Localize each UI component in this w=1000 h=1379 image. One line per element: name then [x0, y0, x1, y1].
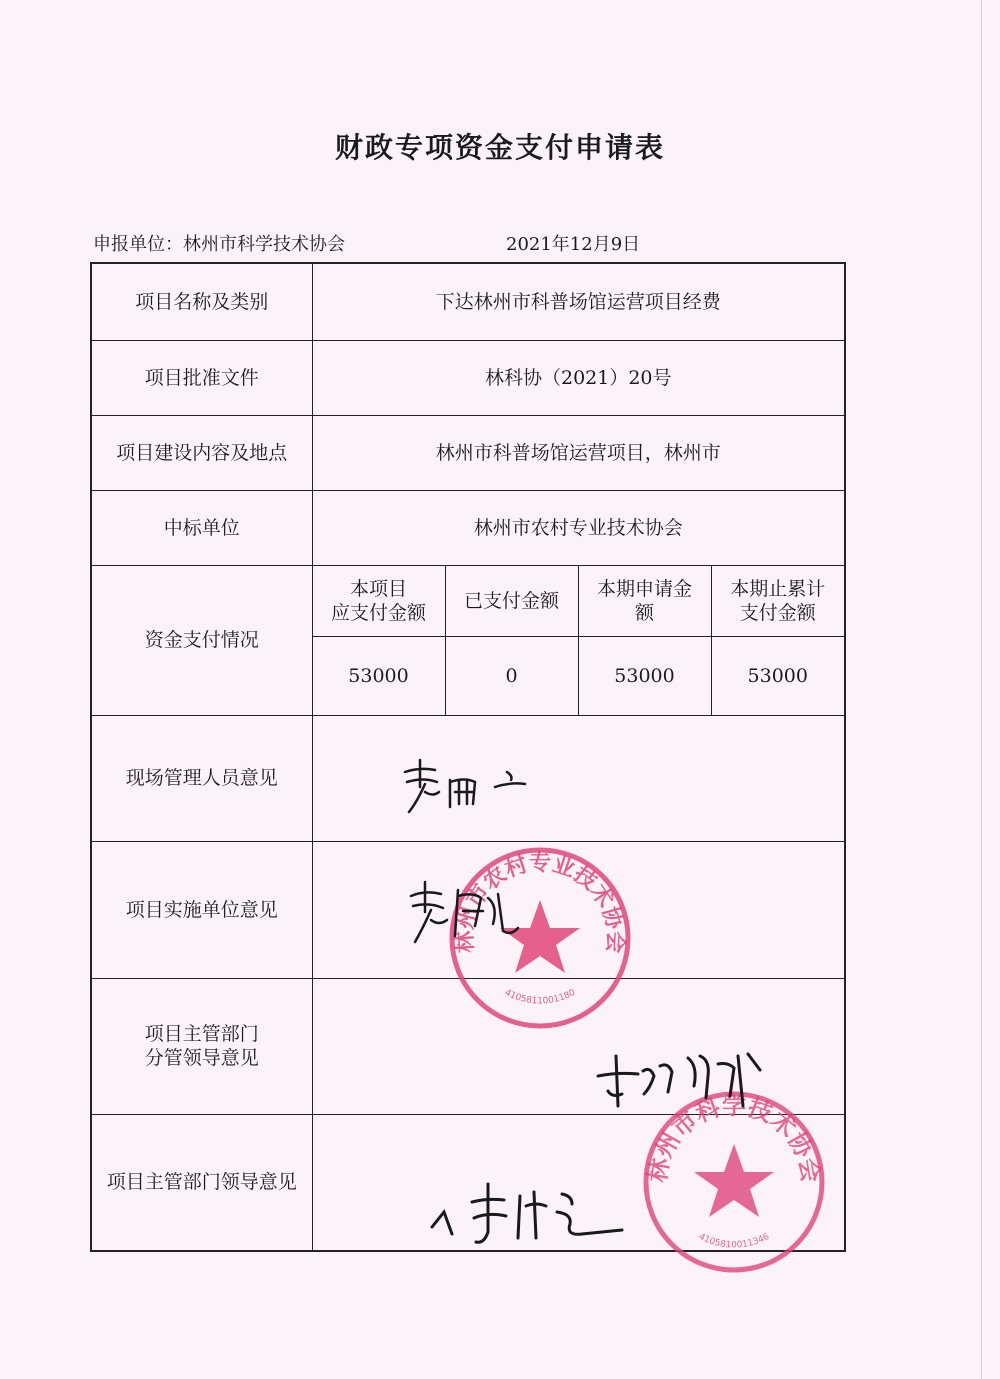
col-payable-header-line1: 本项目: [349, 577, 407, 600]
payable-amount: 53000: [312, 636, 445, 715]
payment-application-table: [90, 262, 846, 1252]
site-manager-opinion: [312, 715, 845, 841]
content-location-label: 项目建设内容及地点: [91, 415, 312, 490]
row-dept-leader: [91, 1114, 845, 1251]
scan-edge-line: [981, 0, 982, 1379]
row-supervisor-leader: [91, 978, 845, 1114]
approval-doc-label: 项目批准文件: [91, 340, 312, 415]
col-requested-header: [578, 565, 711, 636]
supervisor-leader-opinion: [312, 978, 845, 1114]
col-cumulative-header-line1: 本期止累计: [730, 577, 826, 600]
applicant-value: 林州市科学技术协会: [183, 234, 345, 255]
dept-leader-label: 项目主管部门领导意见: [91, 1114, 312, 1251]
implementing-unit-opinion: [312, 841, 845, 978]
cumulative-amount: 53000: [711, 636, 845, 715]
applicant-unit: [93, 230, 345, 256]
stamp2-number: 4105810011346: [696, 1231, 772, 1251]
dept-leader-opinion: [312, 1114, 845, 1251]
form-title: 财政专项资金支付申请表: [334, 131, 665, 164]
row-project-name: [91, 263, 845, 340]
row-approval-doc: [91, 340, 845, 415]
col-cumulative-header: [711, 565, 845, 636]
col-payable-header-line2: 应支付金额: [330, 601, 426, 624]
project-name-label: 项目名称及类别: [91, 263, 312, 340]
row-site-manager: [91, 715, 845, 841]
stamp1-number: 4105811001180: [502, 987, 578, 1007]
supervisor-leader-label-line1: 项目主管部门: [144, 1023, 259, 1045]
col-cumulative-header-line2: 支付金额: [739, 601, 816, 624]
supervisor-leader-label: [91, 978, 312, 1114]
row-implementing-unit: [91, 841, 845, 978]
requested-amount: 53000: [578, 636, 711, 715]
col-requested-header-line2: 额: [634, 601, 654, 624]
row-winning-unit: [91, 490, 845, 565]
funds-label: 资金支付情况: [91, 565, 312, 715]
winning-unit-label: 中标单位: [91, 490, 312, 565]
implementing-unit-label: 项目实施单位意见: [91, 841, 312, 978]
stamp1-text: 林州市农村专业技术协会: [452, 851, 628, 954]
project-name-value: 下达林州市科普场馆运营项目经费: [312, 263, 845, 340]
stamp2-text: 林州市科学技术协会: [643, 1092, 825, 1185]
approval-doc-value: 林科协（2021）20号: [312, 340, 845, 415]
row-content-location: [91, 415, 845, 490]
col-paid-header: 已支付金额: [445, 565, 578, 636]
application-date: 2021年12月9日: [506, 234, 641, 255]
row-funds-header: [91, 565, 845, 636]
content-location-value: 林州市科普场馆运营项目，林州市: [312, 415, 845, 490]
paid-amount: 0: [445, 636, 578, 715]
applicant-label: 申报单位：: [93, 234, 183, 255]
supervisor-leader-label-line2: 分管领导意见: [144, 1047, 259, 1069]
winning-unit-value: 林州市农村专业技术协会: [312, 490, 845, 565]
site-manager-label: 现场管理人员意见: [91, 715, 312, 841]
col-requested-header-line1: 本期申请金: [596, 577, 692, 600]
col-payable-header: [312, 565, 445, 636]
